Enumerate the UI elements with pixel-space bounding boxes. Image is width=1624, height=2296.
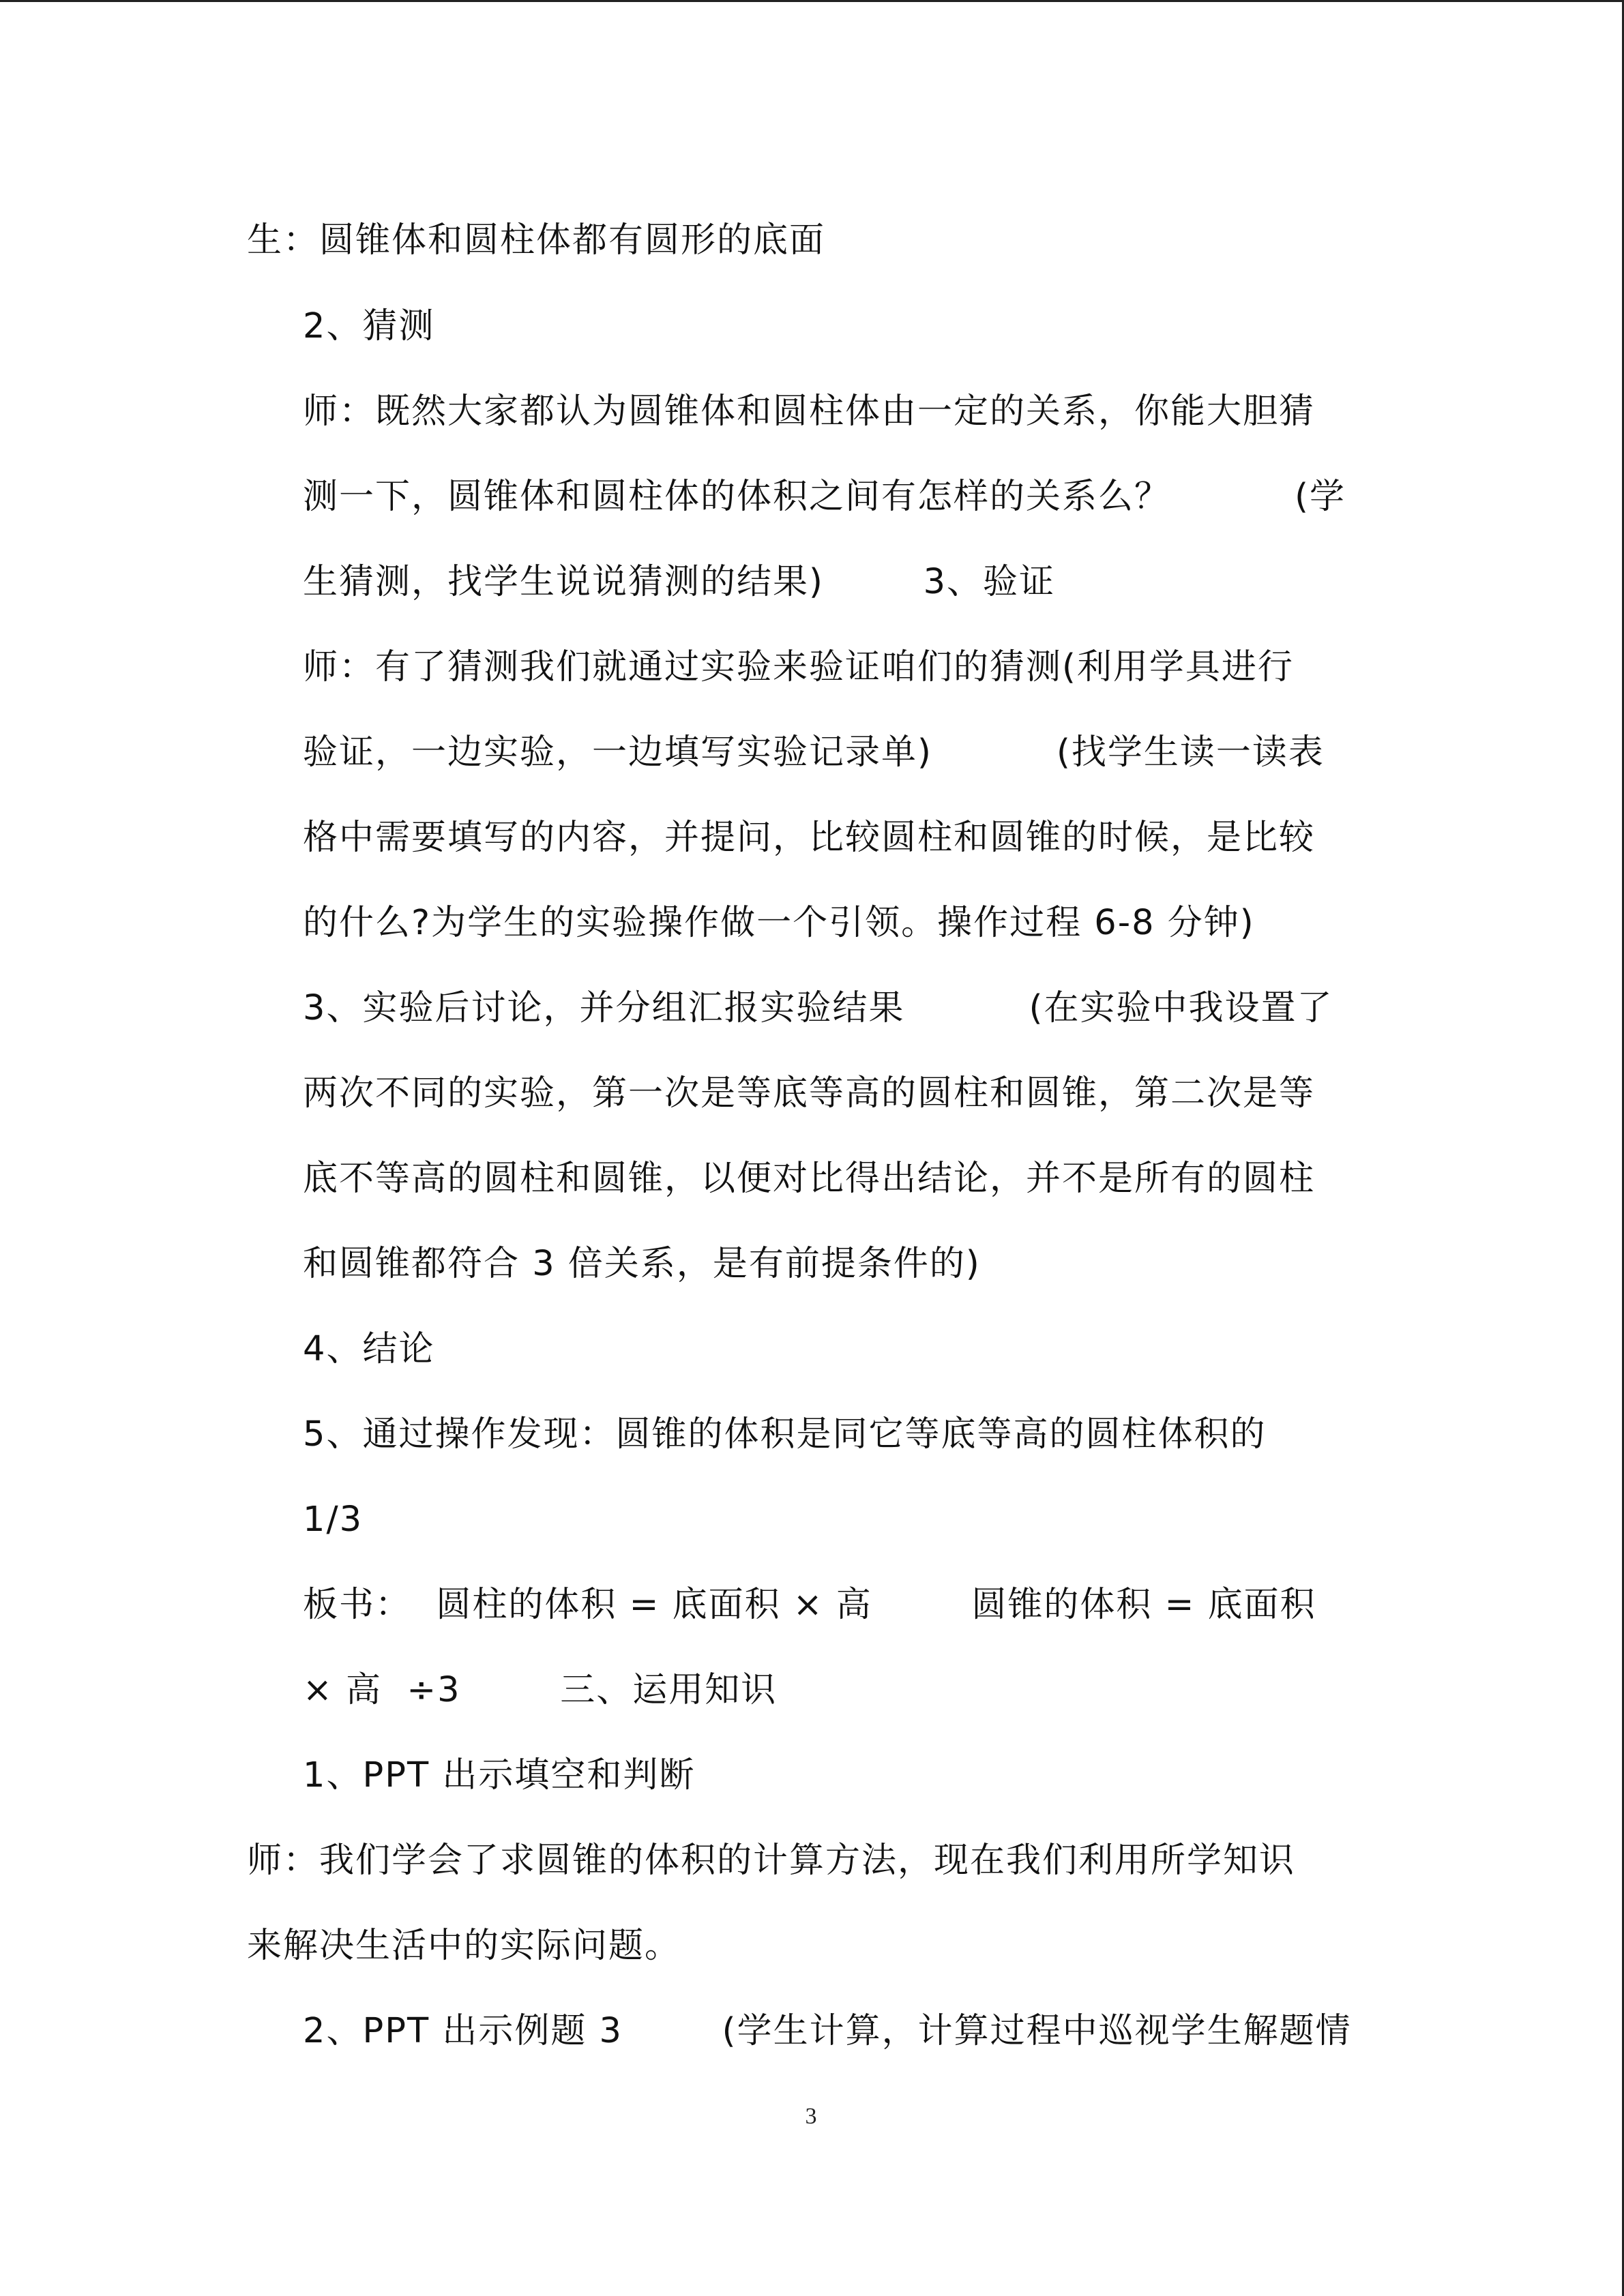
text-line: 格中需要填写的内容，并提问，比较圆柱和圆锥的时候，是比较 [303, 818, 1316, 858]
text-line: 1/3 [303, 1500, 364, 1540]
text-line: 生：圆锥体和圆柱体都有圆形的底面 [247, 220, 826, 260]
text-line: 5、通过操作发现：圆锥的体积是同它等底等高的圆柱体积的 [303, 1414, 1267, 1455]
text-line: 来解决生活中的实际问题。 [247, 1926, 681, 1966]
text-line: 底不等高的圆柱和圆锥，以便对比得出结论，并不是所有的圆柱 [303, 1159, 1316, 1199]
text-line: 2、猜测 [303, 306, 435, 346]
text-line: 验证，一边实验，一边填写实验记录单) (找学生读一读表 [303, 732, 1325, 773]
text-line: 生猜测，找学生说说猜测的结果) 3、验证 [303, 562, 1056, 602]
text-line: 师：既然大家都认为圆锥体和圆柱体由一定的关系，你能大胆猜 [303, 391, 1316, 432]
text-line: 1、PPT 出示填空和判断 [303, 1755, 696, 1795]
text-line: 4、结论 [303, 1329, 435, 1369]
text-line: 3、实验后讨论，并分组汇报实验结果 (在实验中我设置了 [303, 988, 1333, 1028]
text-line: 和圆锥都符合 3 倍关系，是有前提条件的) [303, 1244, 981, 1284]
page-number: 3 [805, 2104, 817, 2129]
text-line: 师：我们学会了求圆锥的体积的计算方法，现在我们利用所学知识 [247, 1840, 1296, 1881]
text-line: 板书： 圆柱的体积 = 底面积 × 高 圆锥的体积 = 底面积 [303, 1585, 1316, 1625]
text-line: 测一下，圆锥体和圆柱体的体积之间有怎样的关系么？ (学 [303, 477, 1346, 517]
text-line: 两次不同的实验，第一次是等底等高的圆柱和圆锥，第二次是等 [303, 1073, 1316, 1114]
text-line: 2、PPT 出示例题 3 (学生计算，计算过程中巡视学生解题情 [303, 2011, 1352, 2051]
text-line: 的什么?为学生的实验操作做一个引领。操作过程 6-8 分钟) [303, 903, 1255, 943]
text-line: × 高 ÷3 三、运用知识 [303, 1670, 778, 1710]
text-line: 师：有了猜测我们就通过实验来验证咱们的猜测(利用学具进行 [303, 647, 1294, 687]
